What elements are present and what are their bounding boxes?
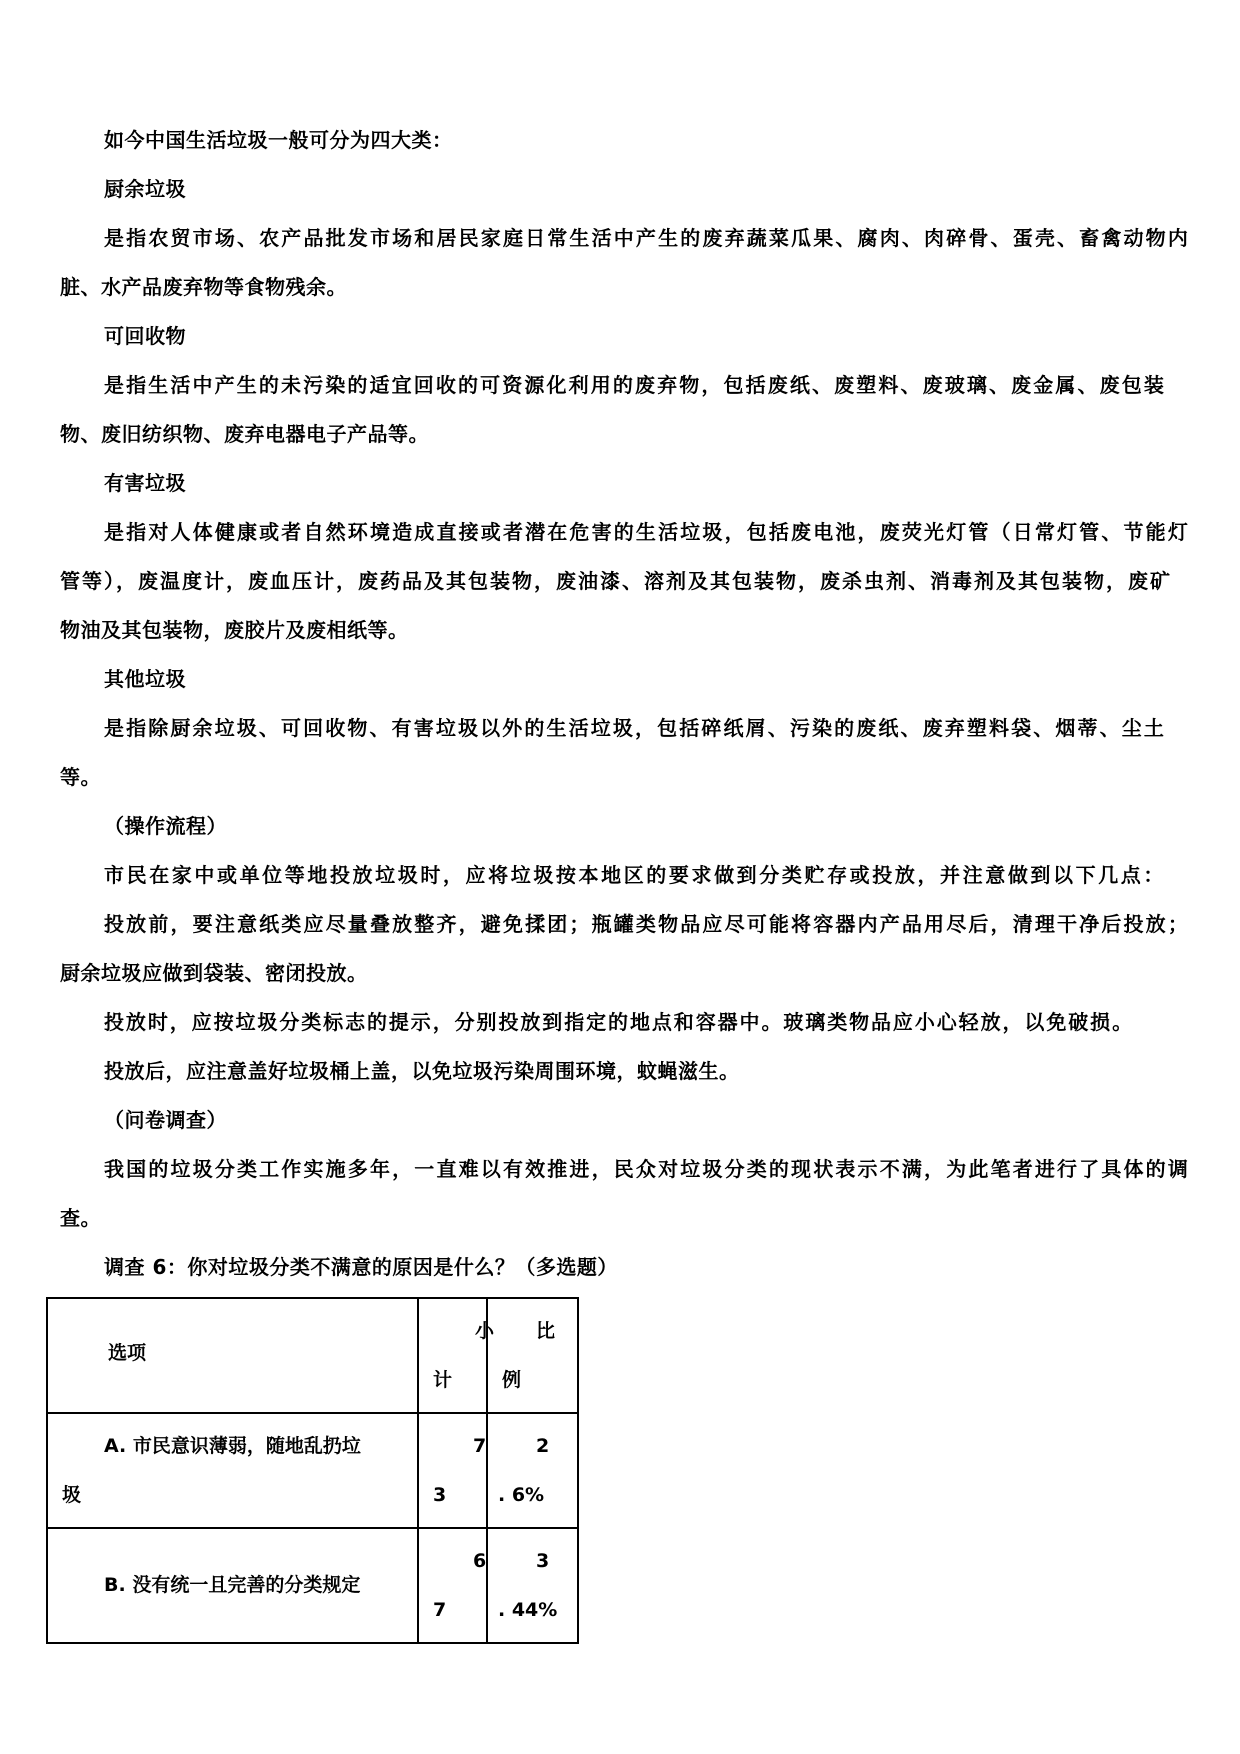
option-cell [47, 1413, 418, 1528]
kitchen-waste-text-line-1: 是指农贸市场、农产品批发市场和居民家庭日常生活中产生的废弃蔬菜瓜果、腐肉、肉碎骨、蛋壳、畜禽动物内 [104, 226, 1190, 250]
survey-heading: （问卷调查） [104, 1108, 227, 1132]
header-count-cell [418, 1298, 495, 1413]
kitchen-waste-heading: 厨余垃圾 [104, 177, 186, 201]
survey-question: 调查 6：你对垃圾分类不满意的原因是什么？（多选题） [104, 1255, 618, 1279]
survey-text-line-1: 我国的垃圾分类工作实施多年，一直难以有效推进，民众对垃圾分类的现状表示不满，为此笔者进行了具体的调 [104, 1157, 1190, 1181]
count-cell [418, 1528, 487, 1643]
other-waste-text-line-2: 等。 [60, 765, 101, 789]
during-disposal-line: 投放时，应按垃圾分类标志的提示，分别投放到指定的地点和容器中。玻璃类物品应小心轻放，以免破损。 [104, 1010, 1134, 1034]
process-heading: （操作流程） [104, 814, 227, 838]
before-disposal-line-1: 投放前，要注意纸类应尽量叠放整齐，避免揉团；瓶罐类物品应尽可能将容器内产品用尽后，清理干净后投放； [104, 912, 1190, 936]
after-disposal-line: 投放后，应注意盖好垃圾桶上盖，以免垃圾污染周围环境，蚊蝇滋生。 [104, 1059, 740, 1083]
header-ratio-cell [487, 1298, 578, 1413]
option-cell [47, 1528, 418, 1643]
hazardous-text-line-2: 管等），废温度计，废血压计，废药品及其包装物，废油漆、溶剂及其包装物，废杀虫剂、消毒剂及其包装物，废矿 [60, 569, 1172, 593]
table-row [47, 1413, 578, 1528]
count-value-part-2: 7 [433, 1599, 447, 1621]
option-text-line-1: B. 没有统一且完善的分类规定 [104, 1574, 361, 1596]
ratio-value-part-2: . 44% [498, 1599, 558, 1621]
option-text-line-1: A. 市民意识薄弱，随地乱扔垃 [104, 1435, 361, 1457]
table-header-row [47, 1298, 578, 1413]
recyclable-heading: 可回收物 [104, 324, 186, 348]
table-row [47, 1528, 578, 1643]
recyclable-text-line-1: 是指生活中产生的未污染的适宜回收的可资源化利用的废弃物，包括废纸、废塑料、废玻璃、废金属、废包装 [104, 373, 1166, 397]
intro-line: 如今中国生活垃圾一般可分为四大类： [104, 128, 453, 152]
survey-text-line-2: 查。 [60, 1206, 101, 1230]
other-waste-heading: 其他垃圾 [104, 667, 186, 691]
kitchen-waste-text-line-2: 脏、水产品废弃物等食物残余。 [60, 275, 347, 299]
header-option-label: 选项 [108, 1342, 147, 1364]
ratio-cell [487, 1413, 578, 1528]
count-value-part-1: 7 [473, 1435, 487, 1457]
ratio-value-part-1: 2 [536, 1435, 550, 1457]
ratio-value-part-2: . 6% [498, 1484, 545, 1506]
count-cell [418, 1413, 487, 1528]
count-value-part-2: 3 [433, 1484, 447, 1506]
ratio-value-part-1: 3 [536, 1550, 550, 1572]
hazardous-text-line-1: 是指对人体健康或者自然环境造成直接或者潜在危害的生活垃圾，包括废电池，废荧光灯管（日常灯管、节能灯 [104, 520, 1190, 544]
hazardous-heading: 有害垃圾 [104, 471, 186, 495]
header-count-label-part-1: 小 [475, 1320, 495, 1342]
recyclable-text-line-2: 物、废旧纺织物、废弃电器电子产品等。 [60, 422, 429, 446]
header-count-label-part-2: 计 [433, 1369, 453, 1391]
header-option-cell [47, 1298, 418, 1413]
hazardous-text-line-3: 物油及其包装物，废胶片及废相纸等。 [60, 618, 409, 642]
header-ratio-label-part-1: 比 [536, 1320, 556, 1342]
header-ratio-label-part-2: 例 [502, 1369, 522, 1391]
ratio-cell [487, 1528, 578, 1643]
process-intro-line: 市民在家中或单位等地投放垃圾时，应将垃圾按本地区的要求做到分类贮存或投放，并注意做到以下几点： [104, 863, 1166, 887]
before-disposal-line-2: 厨余垃圾应做到袋装、密闭投放。 [60, 961, 368, 985]
other-waste-text-line-1: 是指除厨余垃圾、可回收物、有害垃圾以外的生活垃圾，包括碎纸屑、污染的废纸、废弃塑料袋、烟蒂、尘土 [104, 716, 1166, 740]
option-text-line-2: 圾 [62, 1484, 82, 1506]
count-value-part-1: 6 [473, 1550, 487, 1572]
survey-table [46, 1297, 579, 1644]
